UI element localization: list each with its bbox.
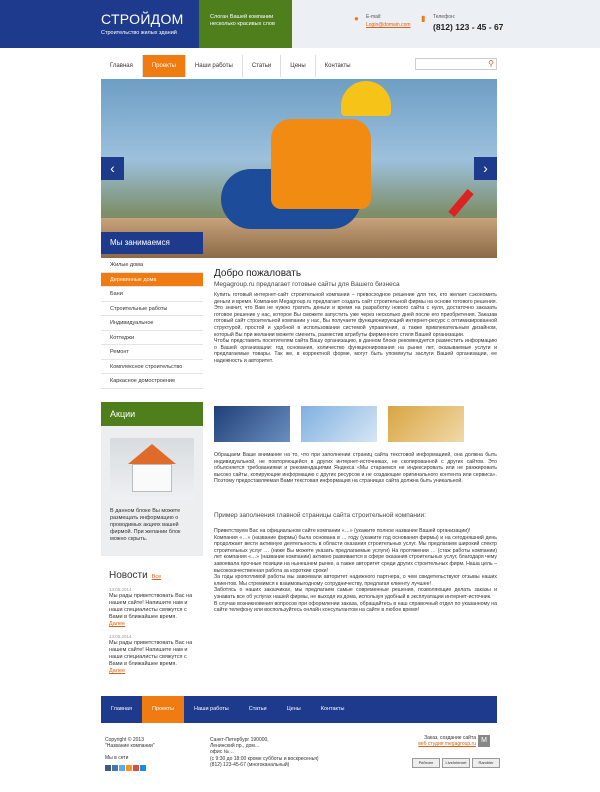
counter-badges (412, 758, 500, 768)
news-header (109, 570, 161, 581)
sidebar-item[interactable]: Коттеджи (101, 331, 203, 346)
mailru-icon[interactable] (140, 765, 146, 771)
footer-nav-home[interactable]: Главная (111, 706, 132, 712)
example-p5: В случае возникновения вопросов при оформлении заказа, обращайтесь в наш справочный отдел по указанному на сайте телефону или воспользуйтесь онлайн консультантом на сайте в любое время! (214, 600, 497, 614)
counter-badge[interactable]: Rambler (472, 758, 500, 768)
sidebar-item[interactable]: Бани (101, 287, 203, 302)
phone-number: (812) 123 - 45 - 67 (433, 22, 504, 32)
top-nav (101, 55, 360, 77)
counter-badge[interactable]: LiveInternet (442, 758, 470, 768)
slider-prev-button[interactable]: ‹ (101, 157, 124, 180)
logo[interactable] (0, 0, 199, 48)
hero-hammer (448, 189, 473, 217)
footer-nav-works[interactable]: Наши работы (194, 706, 229, 712)
photo-building[interactable] (301, 406, 377, 442)
page-subtitle: Megagroup.ru предлагает готовые сайты для Вашего бизнеса (214, 281, 400, 288)
main-content (214, 268, 497, 365)
sidebar-item[interactable]: Комплексное строительство (101, 360, 203, 375)
section-heading: Пример заполнения главной страницы сайта строительной компании: (214, 512, 426, 519)
developer-credit (412, 735, 476, 747)
phone-label: Телефон: (433, 14, 456, 20)
copyright (105, 737, 155, 771)
example-p1: Приветствуем Вас на официальном сайте компании «…» (укажите полное название Вашей организации)! (214, 528, 471, 534)
news-more-link[interactable]: Далее (109, 621, 126, 627)
nav-projects[interactable]: Проекты (143, 55, 186, 77)
odnoklassniki-icon[interactable] (126, 765, 132, 771)
uniqueness-block (214, 452, 497, 485)
footer-nav (101, 696, 497, 723)
phone-block (421, 14, 504, 32)
nav-works[interactable]: Наши работы (186, 55, 243, 77)
footer-nav-prices[interactable]: Цены (286, 706, 301, 712)
example-p2: Компания «…» (название фирмы) была основана в … году (укажите год основания фирмы) и на сегодняшний день продолжает вести активную деятельность в области оказания строительных услуг. Мы предлагаем широкий спектр строительных услуг … (ниже Вы можете указать предлагаемые услуги) На протяжении … (стаж работы компании) лет компания «…» (название компании) активно развивается в сфере оказания строительных услуг, благодаря чему завоевала прочные позиции на нынешнем рынке, а также авторитет среди других строительных фирм. Наша цель – высококачественная работа за короткие сроки! (214, 534, 497, 574)
twitter-icon[interactable] (119, 765, 125, 771)
sidebar-item[interactable]: Жилые дома (101, 258, 203, 273)
nav-articles[interactable]: Статьи (243, 55, 281, 77)
social-icons (105, 765, 155, 771)
email-label: E-mail: (366, 14, 382, 20)
news-text: Мы рады приветствовать Вас на нашем сайте! Напишите нам и наши специалисты свяжутся с Вами в ближайшее время. (109, 593, 193, 620)
email-block (354, 14, 411, 28)
house-walls (132, 464, 172, 492)
facebook-icon[interactable] (105, 765, 111, 771)
address-line-1: Санкт-Петербург 190000, (210, 737, 269, 743)
phone-icon: ▮ (421, 14, 426, 23)
logo-subtitle: Строительство жилых зданий (101, 30, 177, 36)
news-more-link[interactable]: Далее (109, 668, 126, 674)
search-input[interactable] (416, 59, 482, 69)
news-date: 13.05.2014 (109, 587, 132, 592)
social-label: Мы в сети (105, 755, 129, 762)
location-pin-icon: ● (354, 14, 359, 23)
sidebar-title: Мы занимаемся (101, 232, 203, 254)
counter-badge[interactable]: Рейтинг (412, 758, 440, 768)
nav-contacts[interactable]: Контакты (324, 63, 351, 69)
copyright-line-2: "Название компании" (105, 743, 155, 750)
slider-next-button[interactable]: › (474, 157, 497, 180)
example-p4: Заботясь о наших заказчиках, мы предлагаем самые современные решения, позволяющие делать заказы и узнавать все об услугах нашей фирмы, не выходя из дома, используя удобный в эксплуатации интернет-источник. (214, 587, 497, 600)
hero-worker-shirt (271, 119, 371, 209)
photo-handshake[interactable] (214, 406, 290, 442)
example-p3: За годы кропотливой работы мы завоевали авторитет надежного партнера, о чем свидетельствуют отзывы наших клиентов. Мы стремимся к взаимовыгодному сотрудничеству, предлагая клиенту лучшее! (214, 574, 497, 587)
footer-nav-articles[interactable]: Статьи (248, 706, 267, 712)
googleplus-icon[interactable] (133, 765, 139, 771)
address-line-2: Ленинский пр., дом… (210, 743, 260, 750)
slogan (199, 0, 292, 48)
intro-paragraph: Купить готовый интернет-сайт строительной компании – превосходное решение для тех, кто желает сэкономить деньги и время. Компания Megagroup.ru предлагает создать сайт строительной фирмы на основе готового решения. Это значит, что Вам не нужно тратить деньги и время на разработку нового сайта с нуля, достаточно заказать готовое решение у нас, которое Вы сможете запустить уже через несколько дней после его приобретения. Заказав готовый сайт строительной компании у нас, Вы получаете функционирующий интернет-ресурс с оптимизированной структурой, простой и удобной в использовании системой управления, а также привлекательным дизайном, который Вы при желании можете сменить, разместив атрибуты фирменного стиля Вашей организации. (214, 292, 497, 338)
slogan-line-2: несколько красивых слов (210, 21, 275, 27)
house-roof (128, 444, 176, 464)
promo-block (101, 426, 203, 556)
address-hours: (с 9:30 до 18:00 кроме субботы и воскресенья) (210, 755, 319, 762)
slogan-line-1: Слоган Вашей компании (210, 14, 274, 20)
sidebar-item[interactable]: Каркасное домостроение (101, 374, 203, 389)
hero-worker-helmet (341, 81, 391, 116)
sidebar-item[interactable]: Ремонт (101, 345, 203, 360)
house-image (110, 438, 194, 500)
search-icon[interactable]: ⚲ (488, 59, 494, 68)
promo-title: Акции (101, 402, 203, 426)
megagroup-logo-icon[interactable]: M (478, 735, 490, 747)
photo-strip (214, 406, 497, 442)
news-date: 13.05.2014 (109, 634, 132, 639)
logo-title: СТРОЙДОМ (101, 11, 184, 27)
developer-link[interactable]: веб студия megagroup.ru (418, 741, 476, 747)
search-box (415, 58, 497, 70)
news-list (109, 587, 201, 681)
address-phone: (812) 123-45-67 (многоканальный) (210, 761, 290, 768)
address-line-3: офис №… (210, 749, 234, 756)
nav-home[interactable]: Главная (101, 55, 143, 77)
about-paragraph: Чтобы представить посетителям сайта Вашу организацию, в данном блоке рекомендуется разместить информацию о Вашей организации: год основания, количество функционирования на рынке лет, оказываемые услуги и предлагаемые товары. Так же, в корректной форме, могут быть упомянуты заслуги Вашей организации, ее надежность и авторитет. (214, 338, 497, 364)
nav-prices[interactable]: Цены (281, 55, 315, 77)
news-all-link[interactable]: Все (151, 574, 162, 580)
vk-icon[interactable] (112, 765, 118, 771)
news-title: Новости (109, 570, 148, 581)
news-text: Мы рады приветствовать Вас на нашем сайте! Напишите нам и наши специалисты свяжутся с Вами в ближайшее время. (109, 640, 193, 667)
footer-nav-projects[interactable]: Проекты (142, 696, 184, 723)
footer-nav-contacts[interactable]: Контакты (320, 706, 345, 712)
copyright-line-1: Copyright © 2013 (105, 737, 144, 743)
sidebar-menu (101, 258, 203, 389)
developer-line-1: Заказ, создание сайта (424, 735, 476, 741)
email-link[interactable]: Login@domain.com (366, 22, 411, 28)
sidebar-item[interactable]: Индивидуальное (101, 316, 203, 331)
sidebar-item-active[interactable]: Деревянные дома (101, 273, 203, 288)
example-block (214, 528, 497, 614)
sidebar-item[interactable]: Строительные работы (101, 302, 203, 317)
promo-text: В данном блоке Вы можете размещать информацию о проводимых акциях вашей фирмой. При желании блок можно скрыть. (110, 508, 181, 542)
page-title: Добро пожаловать (214, 268, 302, 279)
footer-address (210, 737, 319, 768)
uniqueness-paragraph: Обращаем Ваше внимание на то, что при заполнении страниц сайта текстовой информацией, она должна быть индивидуальной, не повторяющейся в других интернет-источниках, не скопированной с других сайтов. Это объясняется требованиями и рекомендациями Яндекса «Мы стараемся не индексировать или не ранжировать высоко сайты, копирующие информацию с других ресурсов и не создающие оригинального контента или сервиса». Поэтому предоставляемая Вами текстовая информация на страницах сайта должна быть уникальной. (214, 452, 497, 485)
photo-engineers[interactable] (388, 406, 464, 442)
